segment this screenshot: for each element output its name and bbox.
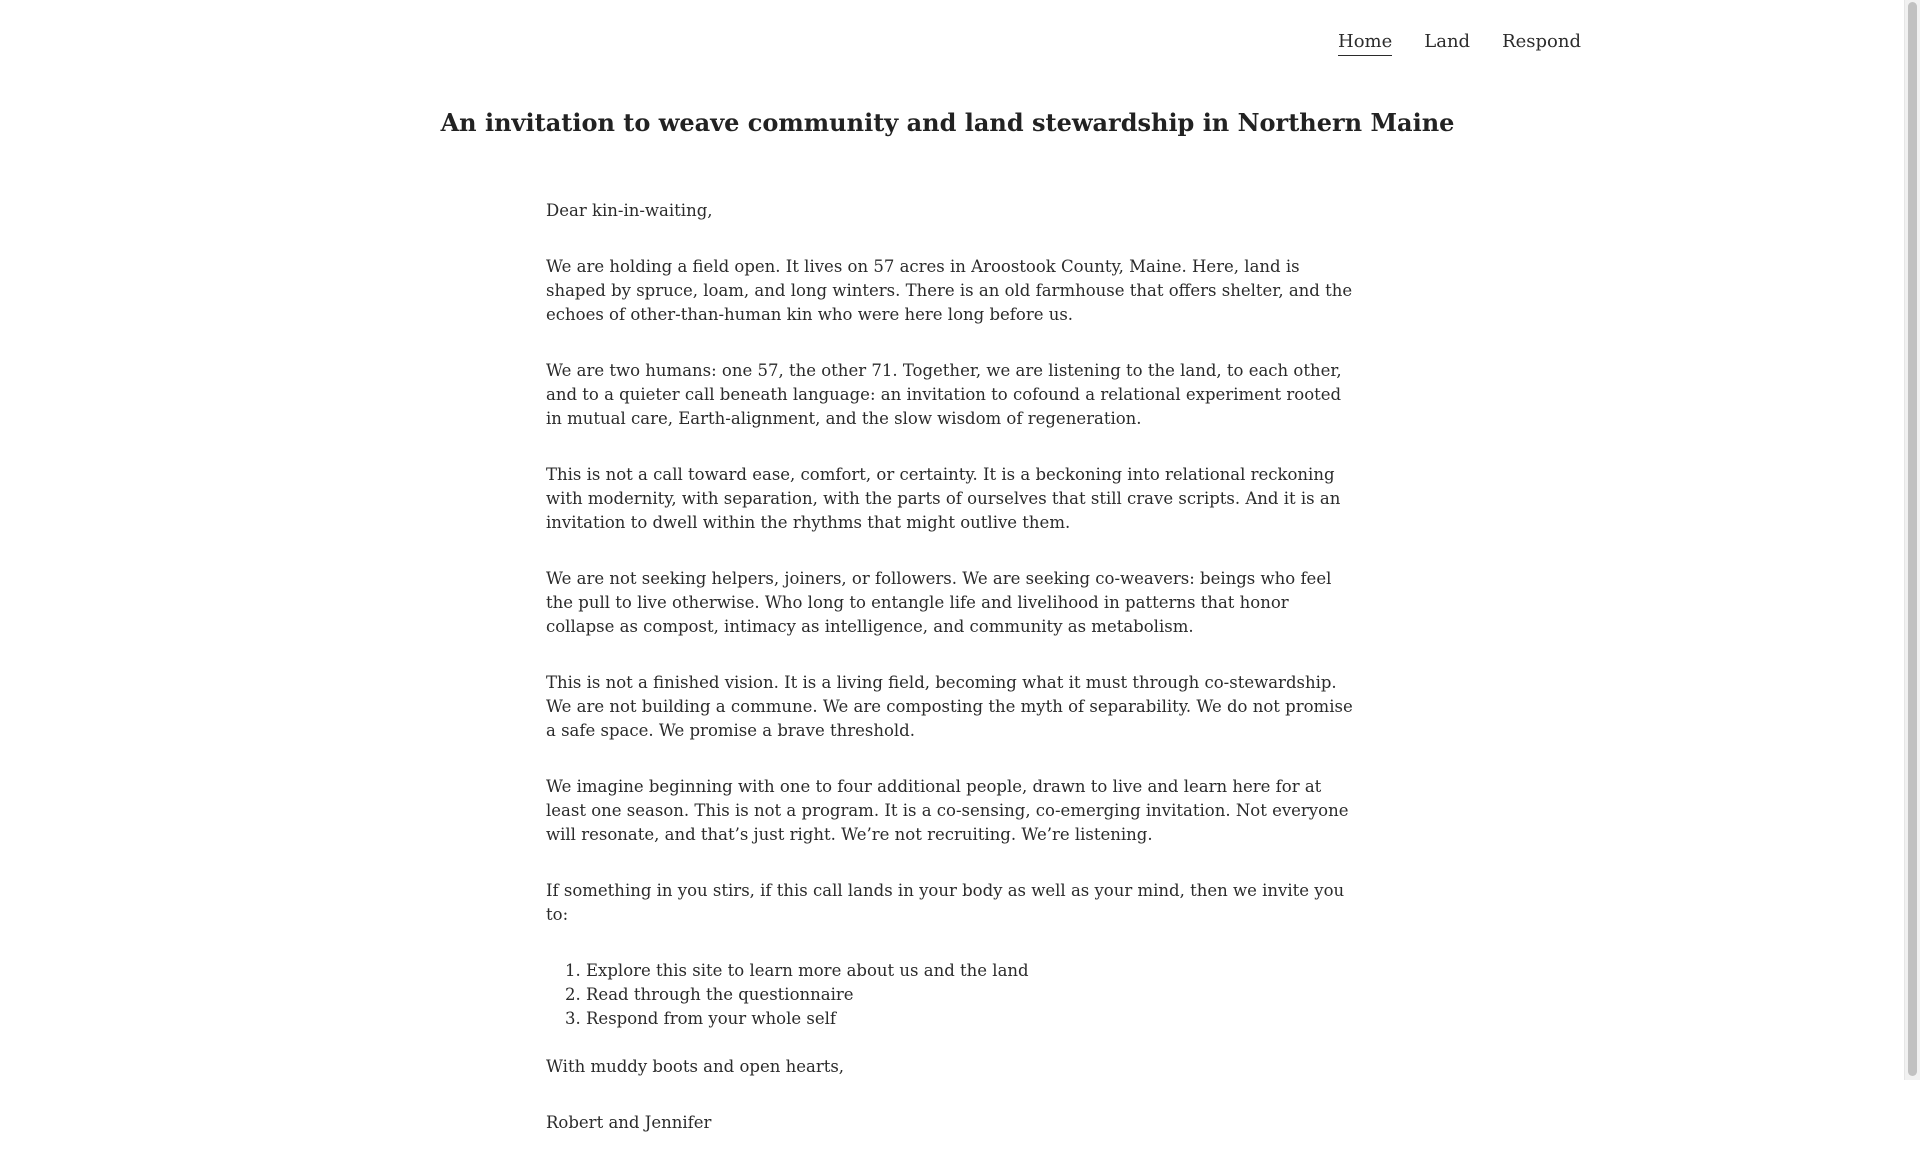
letter-signature: Robert and Jennifer <box>546 1113 712 1132</box>
list-item: 3. Respond from your whole self <box>586 1007 1356 1031</box>
list-item: 2. Read through the questionnaire <box>586 983 1356 1007</box>
nav-land-link[interactable]: Land <box>1424 31 1471 52</box>
letter-paragraph: We are not seeking helpers, joiners, or followers. We are seeking co-weavers: beings who feel the pull to live otherwise. Who long to entangle life and livelihood in patterns that honor collapse as compost, intimacy as intelligence, and community as metabolism. <box>546 569 1332 636</box>
letter-paragraph: This is not a call toward ease, comfort, or certainty. It is a beckoning into relational reckoning with modernity, with separation, with the parts of ourselves that still crave scripts. And it is an invitation to dwell within the rhythms that might outlive them. <box>546 465 1341 532</box>
main-nav <box>1338 30 1581 56</box>
page-title: An invitation to weave community and land stewardship in Northern Maine <box>440 108 1455 137</box>
letter-closing: With muddy boots and open hearts, <box>546 1057 845 1076</box>
letter-paragraph: We imagine beginning with one to four additional people, drawn to live and learn here for at least one season. This is not a program. It is a co-sensing, co-emerging invitation. Not everyone will resonate, and that’s just right. We’re not recruiting. We’re listening. <box>546 777 1349 844</box>
nav-home-link[interactable]: Home <box>1338 30 1392 56</box>
scrollbar-thumb[interactable] <box>1908 2 1917 1076</box>
invitation-steps-list <box>546 959 1356 1031</box>
letter-paragraph: If something in you stirs, if this call lands in your body as well as your mind, then we invite you to: <box>546 881 1345 924</box>
vertical-scrollbar[interactable] <box>1904 0 1920 1080</box>
letter-greeting: Dear kin-in-waiting, <box>546 201 713 220</box>
letter-paragraph: This is not a finished vision. It is a living field, becoming what it must through co-stewardship. We are not building a commune. We are composting the myth of separability. We do not promise a safe space. We promise a brave threshold. <box>546 673 1353 740</box>
list-item: 1. Explore this site to learn more about us and the land <box>586 959 1356 983</box>
letter-body <box>546 199 1356 1167</box>
nav-respond-link[interactable]: Respond <box>1502 31 1581 52</box>
letter-paragraph: We are holding a field open. It lives on 57 acres in Aroostook County, Maine. Here, land is shaped by spruce, loam, and long winters. There is an old farmhouse that offers shelter, and the echoes of other-than-human kin who were here long before us. <box>546 257 1353 324</box>
letter-paragraph: We are two humans: one 57, the other 71. Together, we are listening to the land, to each other, and to a quieter call beneath language: an invitation to cofound a relational experiment rooted in mutual care, Earth-alignment, and the slow wisdom of regeneration. <box>546 361 1342 428</box>
